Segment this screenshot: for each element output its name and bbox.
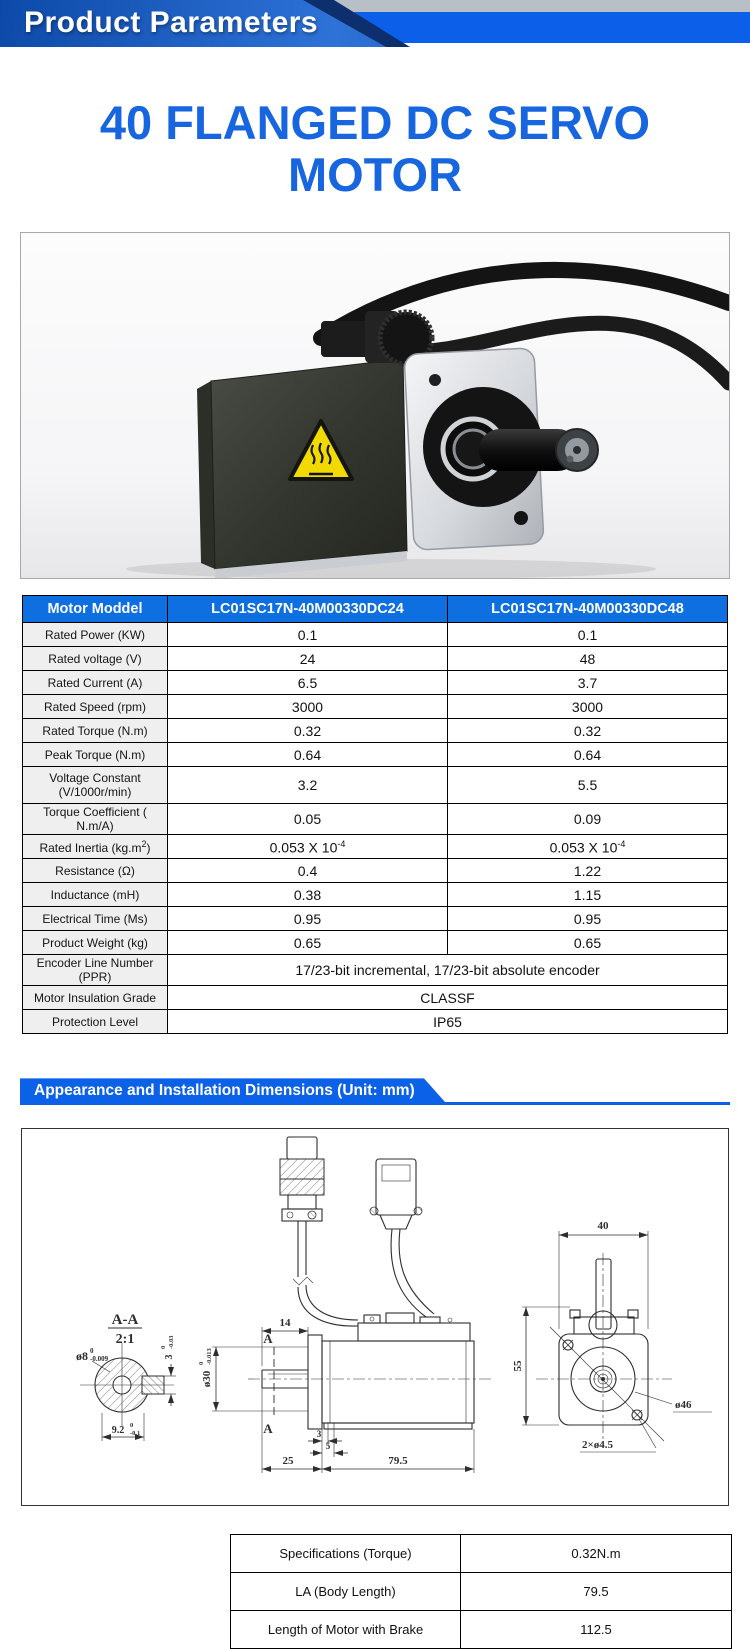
table-row: [23, 907, 728, 931]
row-value-span: IP65: [168, 1010, 728, 1034]
table-row: [23, 719, 728, 743]
row-label: Electrical Time (Ms): [23, 907, 168, 931]
table-row: [23, 671, 728, 695]
row-label: [23, 767, 168, 804]
product-photo: [20, 232, 730, 579]
pilot-dia-label: [198, 1348, 213, 1388]
shaft-key-screw: [567, 456, 574, 463]
row-value: 3000: [448, 695, 728, 719]
table-row: [23, 859, 728, 883]
key-width-label: [160, 1335, 175, 1360]
row-value: 112.5: [461, 1611, 732, 1649]
length-table: [230, 1534, 732, 1649]
cut-marker-bottom: A: [263, 1421, 273, 1437]
svg-text:-0.03: -0.03: [168, 1335, 175, 1350]
row-value: 0.95: [168, 907, 448, 931]
top-connector-block: [358, 1323, 470, 1341]
svg-text:3: 3: [164, 1354, 175, 1360]
flange-bolt-hole-bottom: [514, 511, 528, 525]
row-label: Rated voltage (V): [23, 647, 168, 671]
row-label: Rated Current (A): [23, 671, 168, 695]
body-foot: [324, 1423, 472, 1429]
row-value: 3000: [168, 695, 448, 719]
shaft-center-hole: [573, 446, 581, 454]
section-scale-label: 2:1: [115, 1332, 135, 1348]
table-row: [23, 835, 728, 859]
table-row: [23, 623, 728, 647]
svg-text:0: 0: [90, 1347, 94, 1356]
svg-text:0: 0: [160, 1346, 167, 1350]
dimensions-section-title: Appearance and Installation Dimensions (Unit: mm): [34, 1082, 415, 1100]
table-row: [23, 931, 728, 955]
row-value: 0.95: [448, 907, 728, 931]
row-value-span: 17/23-bit incremental, 17/23-bit absolute encoder: [168, 955, 728, 986]
spec-col-dc24: LC01SC17N-40M00330DC24: [168, 596, 448, 623]
table-row: [231, 1535, 732, 1573]
row-label: Product Weight (kg): [23, 931, 168, 955]
row-value: 0.1: [448, 623, 728, 647]
table-row: [23, 695, 728, 719]
row-value: 1.15: [448, 883, 728, 907]
motor-photo-illustration: [21, 233, 729, 578]
banner-title: Product Parameters: [24, 6, 319, 39]
dim-5-label: 5: [325, 1441, 331, 1452]
row-value: 0.65: [168, 931, 448, 955]
table-row: [23, 1010, 728, 1034]
dimensions-section-banner: [20, 1078, 730, 1105]
section-name-label: A-A: [111, 1312, 139, 1329]
table-row: [23, 767, 728, 804]
row-value: 6.5: [168, 671, 448, 695]
row-label: Rated Inertia $(kg.m^2)$: [23, 835, 168, 859]
spec-table: [22, 595, 728, 1034]
table-row: [23, 647, 728, 671]
row-label: Rated Power (KW): [23, 623, 168, 647]
flange-bolt-hole-top: [429, 374, 441, 386]
side-view: [198, 1137, 492, 1473]
row-label: Motor Insulation Grade: [23, 986, 168, 1010]
table-row: [23, 883, 728, 907]
row-value: 0.65: [448, 931, 728, 955]
row-value: 0.05: [168, 804, 448, 835]
row-label: Protection Level: [23, 1010, 168, 1034]
row-value: 0.32N.m: [461, 1535, 732, 1573]
shaft-length-label: 14: [279, 1317, 291, 1330]
spec-table-header-row: [23, 596, 728, 623]
row-value: 0.1: [168, 623, 448, 647]
row-label: Rated Speed (rpm): [23, 695, 168, 719]
row-label: Torque Coefficient ( N.m/A): [23, 804, 168, 835]
row-label: Encoder Line Number (PPR): [23, 955, 168, 986]
table-row: [231, 1611, 732, 1649]
row-value: 79.5: [461, 1573, 732, 1611]
row-value: 0.09: [448, 804, 728, 835]
row-value: 1.22: [448, 859, 728, 883]
dia-46-label: ø46: [675, 1399, 692, 1412]
svg-text:0: 0: [130, 1422, 134, 1430]
row-value: 3.2: [168, 767, 448, 804]
row-value: 0.64: [448, 743, 728, 767]
row-value: 0.4: [168, 859, 448, 883]
row-value: 5.5: [448, 767, 728, 804]
dim-795-label: 79.5: [388, 1455, 408, 1468]
section-view-a-a: [76, 1312, 176, 1441]
key-flat-label: 9.2: [111, 1425, 125, 1437]
row-value: 48: [448, 647, 728, 671]
svg-text:0: 0: [198, 1362, 205, 1366]
cut-marker-top: A: [263, 1331, 273, 1347]
shaft-dia-label: ø8: [76, 1349, 88, 1364]
row-value: 0.32: [448, 719, 728, 743]
row-value: 3.7: [448, 671, 728, 695]
dsub-connector: [370, 1159, 434, 1317]
svg-text:-0.013: -0.013: [206, 1348, 213, 1366]
row-value: 0.32: [168, 719, 448, 743]
table-row: [23, 986, 728, 1010]
table-row: [23, 804, 728, 835]
row-label: Inductance (mH): [23, 883, 168, 907]
dim-55-label: 55: [512, 1360, 524, 1372]
row-value-span: CLASSF: [168, 986, 728, 1010]
row-value: 0.38: [168, 883, 448, 907]
front-connector: [574, 1317, 634, 1334]
table-row: [23, 743, 728, 767]
table-row: [231, 1573, 732, 1611]
dimension-drawing-svg: [22, 1129, 728, 1503]
row-label: Specifications (Torque): [231, 1535, 461, 1573]
cable-stem: [596, 1259, 611, 1329]
svg-text:-0.009: -0.009: [90, 1355, 109, 1364]
label-line1: Voltage Constant: [49, 771, 141, 786]
aviation-connector: [280, 1137, 358, 1326]
dim-40-label: 40: [597, 1220, 609, 1233]
dim-25-label: 25: [282, 1455, 294, 1468]
row-label: Length of Motor with Brake: [231, 1611, 461, 1649]
motor-body-outline: [322, 1341, 474, 1423]
front-view: [512, 1220, 712, 1452]
spec-col-dc48: LC01SC17N-40M00330DC48: [448, 596, 728, 623]
spec-col-model: Motor Moddel: [23, 596, 168, 623]
row-value: 24: [168, 647, 448, 671]
label-line2: (V/1000r/min): [58, 785, 132, 800]
table-row: [23, 955, 728, 986]
row-label: Resistance (Ω): [23, 859, 168, 883]
row-label: Rated Torque (N.m): [23, 719, 168, 743]
mount-holes-label: 2×ø4.5: [582, 1439, 614, 1452]
row-value: 0.053 X $10^{-4}$: [168, 835, 448, 859]
product-parameters-banner: [0, 0, 750, 47]
row-value: 0.64: [168, 743, 448, 767]
dim-3-label: 3: [316, 1429, 322, 1440]
row-label: Peak Torque (N.m): [23, 743, 168, 767]
row-label: LA (Body Length): [231, 1573, 461, 1611]
page-title: 40 FLANGED DC SERVO MOTOR: [99, 96, 651, 201]
svg-text:-0.1: -0.1: [130, 1430, 141, 1438]
flange-plate: [308, 1335, 322, 1429]
svg-text:ø30: ø30: [201, 1371, 213, 1388]
installation-drawing: [21, 1128, 729, 1506]
row-value: 0.053 X $10^{-4}$: [448, 835, 728, 859]
